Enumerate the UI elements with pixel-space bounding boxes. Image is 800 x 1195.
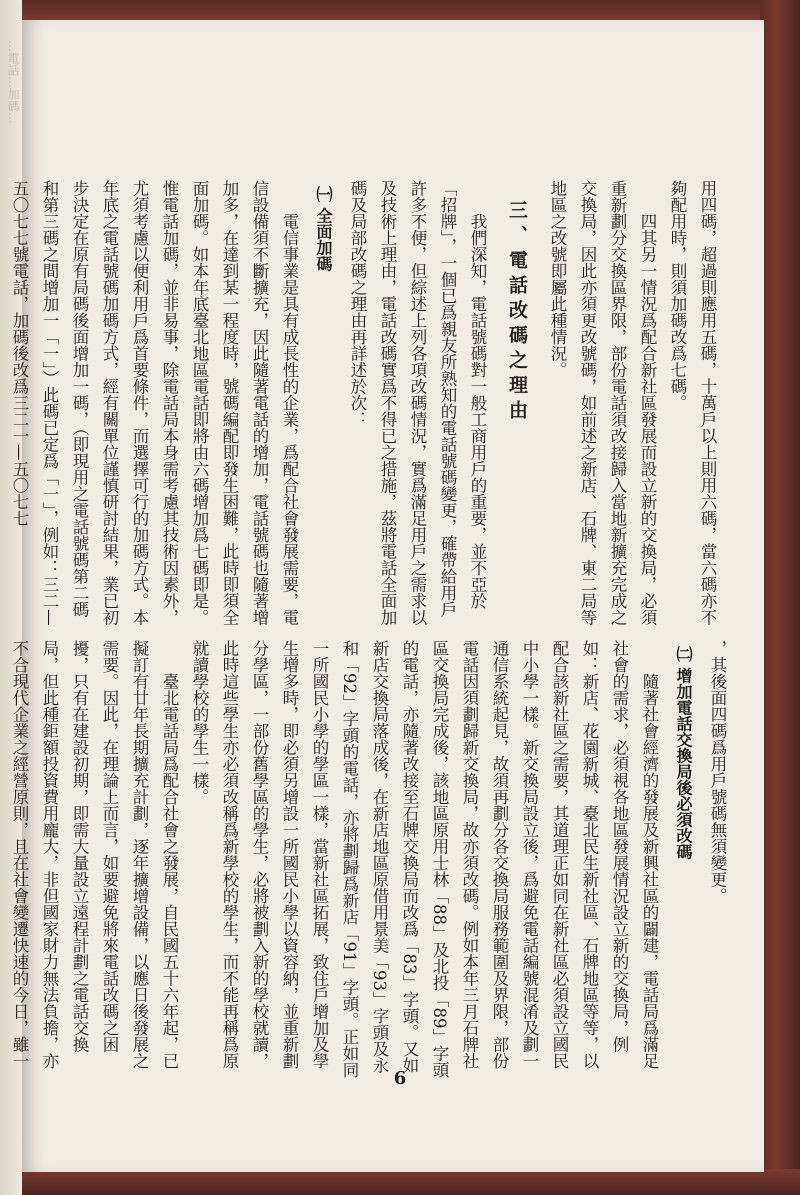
book-cover-bottom xyxy=(0,1169,800,1195)
book-cover-top xyxy=(0,0,800,22)
lower-text-block xyxy=(10,640,732,1080)
subsection-heading: ㈠ 全面加碼 xyxy=(314,186,333,272)
paragraph: 用四碼，超過則應用五碼，十萬戶以上則用六碼，當六碼亦不夠配用時，則須加碼改爲七碼。 xyxy=(668,180,717,626)
paragraph: ，其後面四碼爲用戶號碼無須變更。 xyxy=(708,640,727,904)
subsection-heading: ㈡ 增加電話交換局後必須改碼 xyxy=(674,646,693,860)
paragraph: 電信事業是具有成長性的企業，爲配合社會發展需要，電信設備須不斷擴充，因此隨著電話的增加，電話號碼也隨著增加多，在達到某一程度時，號碼編配即發生困難，此時即須全面加碼。如本年底臺北地區電話即將由六碼增加爲七碼即是。惟電話加碼，並非易事，除電話局本身需考慮其技術因素外，尤須考慮以便利用戶爲首要條件，而選擇可行的加碼方式。本年底之電話號碼加碼方式，經有關單位謹慎研討結果，業已初步決定在原有局碼後面增加一碼，（即現用之電話號碼第二碼和第三碼之間增加一「一」）此碼已定爲「一」，例如：三二—五〇七七號電話，加碼後改爲三二一—五〇七七 xyxy=(10,180,299,626)
book-page xyxy=(10,20,764,1172)
page-number: 6 xyxy=(393,1068,407,1089)
facing-page-bleed-text: …電話…加碼… xyxy=(6,40,20,124)
paragraph: 我們深知，電話號碼對一般工商用戶的重要，並不亞於「招牌」，一個已爲親友所熟知的電話號碼變更，確帶給用戶許多不便，但綜述上列各項改碼情況，實爲滿足用戶之需求以及技術上理由，電話改碼實爲不得已之措施，茲將電話全面加碼及局部改碼之理由再詳述於次： xyxy=(348,180,487,626)
paragraph: 隨著社會經濟的發展及新興社區的闢建，電話局爲滿足社會的需求，必須視各地區發展情況設立新的交換局，例如：新店、花園新城、臺北民生新社區、石牌地區等等，以配合該新社區之需要，其道理正如同在新社區必須設立國民中小學一樣。新交換局設立後，爲避免電話編號混淆及劃一通信系統起見，故須再劃分各交換局服務範圍及界限，部份電話因須劃歸新交換局，故亦須改碼。例如本年三月石牌社區交換局完成後，該地區原用士林「88」及北投「89」字頭的電話，亦隨著改接至石牌交換局而改爲「83」字頭。又如新店交換局落成後，在新店地區原借用景美「93」字頭及永和「92」字頭的電話，亦將劃歸爲新店「91」字頭。正如同一所國民小學的學區一樣，當新社區拓展，致住戶增加及學生增多時，即必須另增設一所國民小學以資容納，並重新劃分學區，一部份舊學區的學生，必將被劃入新的學校就讀，此時這些學生亦必須改稱爲新學校的學生，而不能再稱爲原就讀學校的學生一樣。 xyxy=(190,640,659,1078)
book-cover-edge xyxy=(760,0,800,1195)
paragraph: 四其另一情況爲配合新社區發展而設立新的交換局，必須重新劃分交換區界限，部份電話須改接歸入當地新擴充完成之交換局，因此亦須更改號碼，如前述之新店、石牌、東二局等地區之改號即屬此種情況。 xyxy=(548,180,657,626)
upper-text-block xyxy=(10,180,722,630)
section-heading: 三、電話改碼之理由 xyxy=(506,200,528,425)
paragraph: 臺北電話局爲配合社會之發展，自民國五十六年起，已擬訂有廿年長期擴充計劃，逐年擴增設備，以應日後發展之需要。因此，在理論上而言，如要避免將來電話改碼之困擾，只有在建設初期，即需大量設立遠程計劃之電話交換局，但此種鉅額投資費用龐大，非但國家財力無法負擔，亦不合現代企業之經營原則，且在社會變遷快速的今日，雖一 xyxy=(10,640,179,1069)
